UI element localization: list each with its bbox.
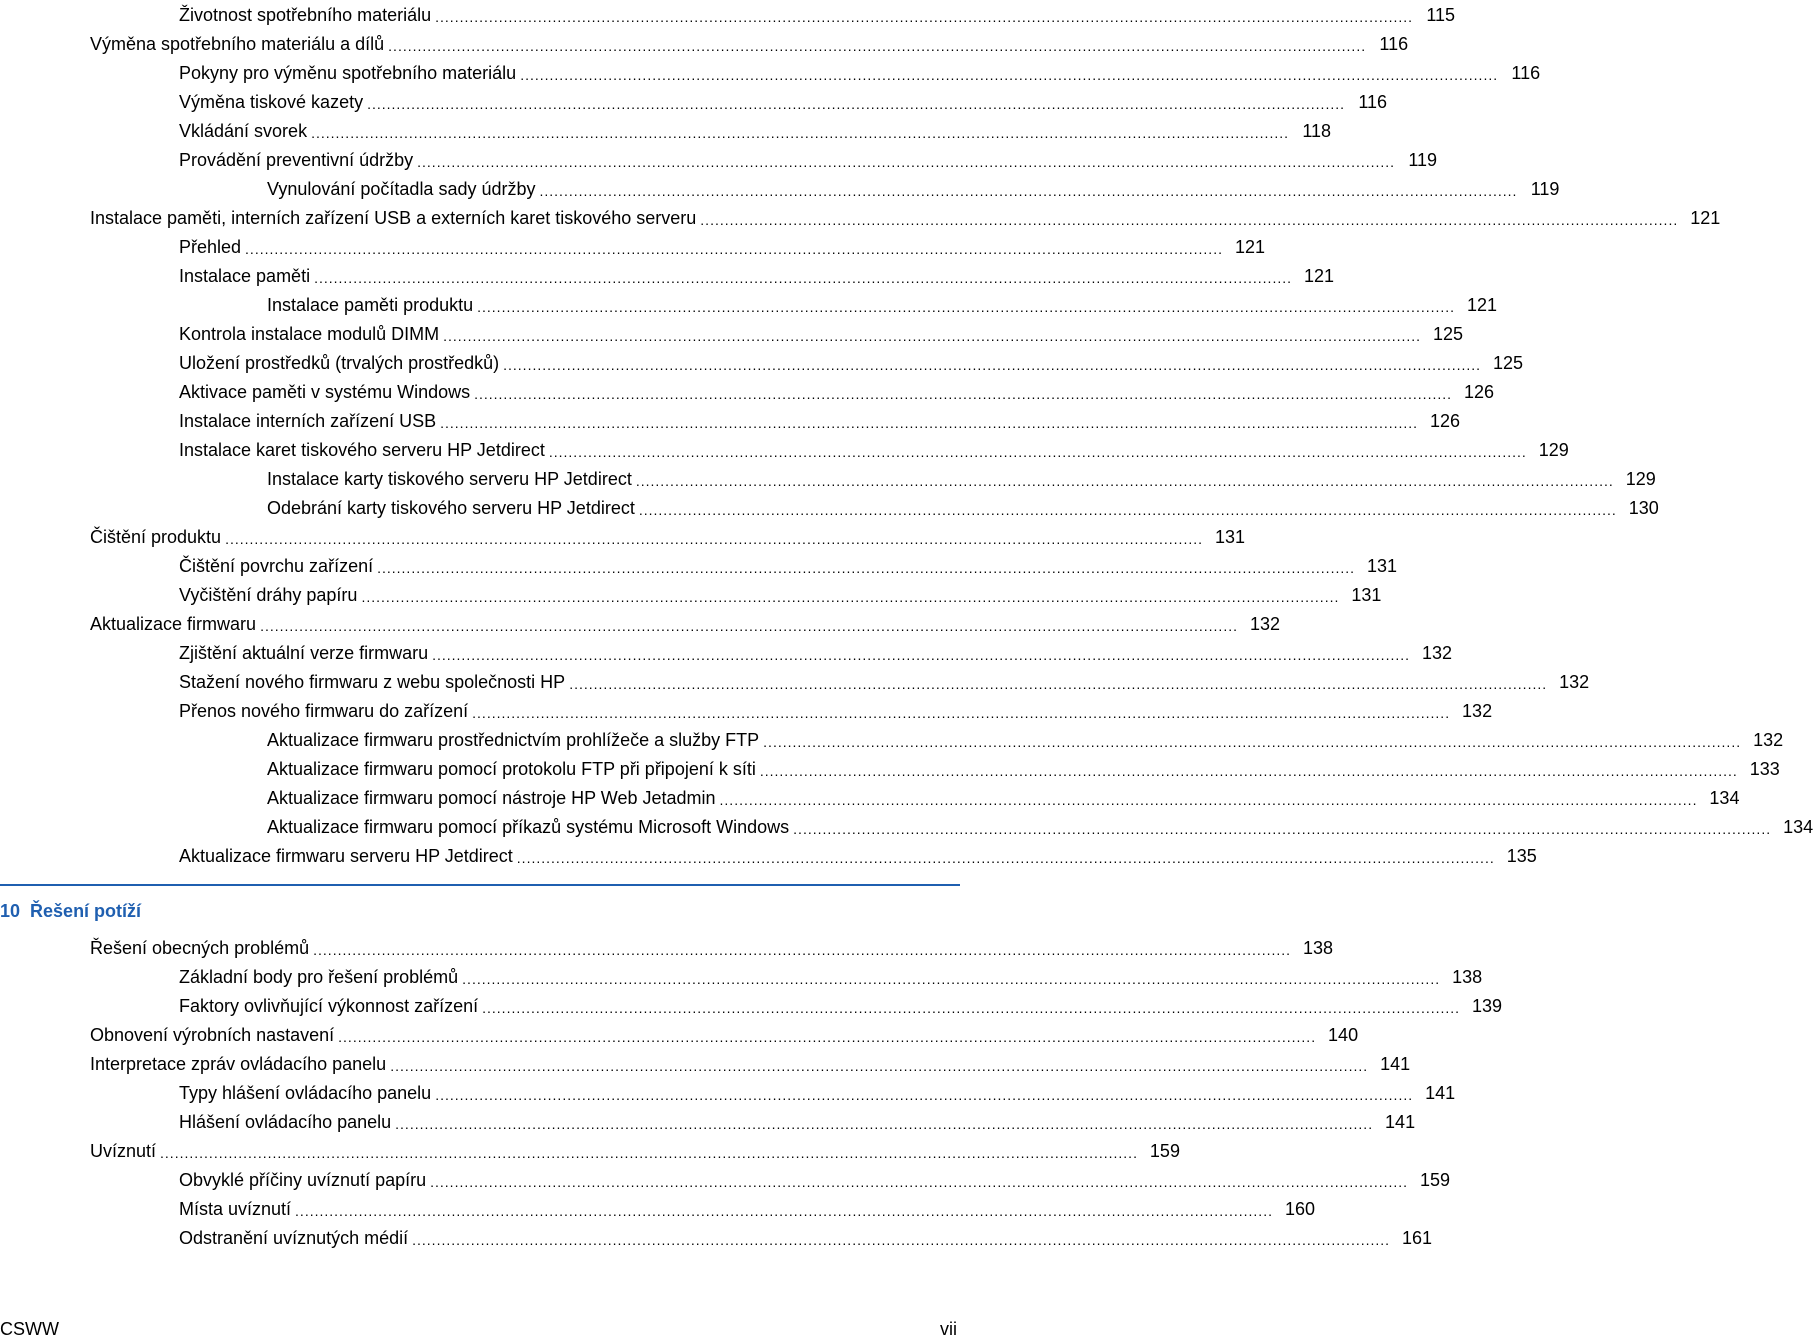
toc-entry-page: 126 — [1430, 411, 1461, 431]
toc-entry[interactable] — [0, 991, 1503, 1020]
dot-leader: ........................................................................................................................................................................................................ — [313, 942, 1292, 958]
toc-entry-page: 132 — [1462, 701, 1493, 721]
toc-entry-page: 141 — [1425, 1083, 1456, 1103]
toc-entry[interactable] — [0, 580, 1382, 609]
toc-entry[interactable] — [0, 377, 1495, 406]
toc-entry-title: Instalace interních zařízení USB — [179, 411, 437, 431]
toc-entry-title: Čištění povrchu zařízení — [179, 556, 374, 576]
toc-entry[interactable] — [0, 1194, 1315, 1223]
toc-entry-title: Typy hlášení ovládacího panelu — [179, 1083, 432, 1103]
toc-entry-page: 131 — [1351, 585, 1382, 605]
toc-entry-title: Aktualizace firmwaru pomocí nástroje HP Web Jetadmin — [267, 788, 716, 808]
toc-entry-title: Vynulování počítadla sady údržby — [267, 179, 536, 199]
toc-entry[interactable] — [0, 0, 1456, 29]
toc-entry[interactable] — [0, 493, 1659, 522]
toc-entry-title: Aktualizace firmwaru — [90, 614, 257, 634]
toc-entry-page: 119 — [1530, 179, 1560, 199]
toc-entry-page: 132 — [1421, 643, 1453, 663]
dot-leader: ........................................................................................................................................................................................................ — [388, 38, 1367, 54]
toc-entry-page: 121 — [1303, 266, 1335, 286]
dot-leader: ........................................................................................................................................................................................................ — [472, 705, 1451, 721]
toc-entry-page: 159 — [1420, 1170, 1451, 1190]
dot-leader: ........................................................................................................................................................................................................ — [160, 1145, 1138, 1161]
dot-leader: ........................................................................................................................................................................................................ — [314, 270, 1293, 286]
toc-entry-page: 129 — [1625, 469, 1656, 489]
toc-entry-title: Obnovení výrobních nastavení — [90, 1025, 335, 1045]
toc-entry[interactable] — [0, 1223, 1433, 1252]
toc-entry-page: 140 — [1328, 1025, 1359, 1045]
toc-entry[interactable] — [0, 232, 1265, 261]
dot-leader: ........................................................................................................................................................................................................ — [435, 1087, 1414, 1103]
toc-entry[interactable] — [0, 933, 1334, 962]
toc-entry-title: Instalace paměti — [179, 266, 311, 286]
dot-leader: ........................................................................................................................................................................................................ — [474, 386, 1453, 402]
dot-leader: ........................................................................................................................................................................................................ — [548, 444, 1527, 460]
toc-entry-title: Interpretace zpráv ovládacího panelu — [90, 1054, 387, 1074]
chapter-title: Řešení potíží — [30, 901, 142, 921]
toc-entry-title: Základní body pro řešení problémů — [179, 967, 459, 987]
dot-leader: ........................................................................................................................................................................................................ — [361, 589, 1340, 605]
dot-leader: ........................................................................................................................................................................................................ — [443, 328, 1422, 344]
dot-leader: ........................................................................................................................................................................................................ — [700, 212, 1679, 228]
toc-entry-title: Místa uvíznutí — [179, 1199, 292, 1219]
toc-entry-page: 139 — [1472, 996, 1503, 1016]
toc-section-2 — [0, 933, 1503, 1252]
toc-entry-title: Uložení prostředků (trvalých prostředků) — [179, 353, 500, 373]
toc-entry-title: Instalace karet tiskového serveru HP Jetdirect — [179, 440, 545, 460]
toc-entry[interactable] — [0, 551, 1398, 580]
dot-leader: ........................................................................................................................................................................................................ — [390, 1058, 1369, 1074]
toc-entry[interactable] — [0, 203, 1721, 232]
dot-leader: ........................................................................................................................................................................................................ — [759, 763, 1738, 779]
toc-entry-title: Vyčištění dráhy papíru — [179, 585, 358, 605]
dot-leader: ........................................................................................................................................................................................................ — [516, 850, 1495, 866]
dot-leader: ........................................................................................................................................................................................................ — [245, 241, 1223, 257]
toc-entry-page: 133 — [1749, 759, 1780, 779]
toc-entry[interactable] — [0, 116, 1332, 145]
toc-entry-title: Aktualizace firmwaru serveru HP Jetdirect — [179, 846, 513, 866]
toc-entry-page: 134 — [1783, 817, 1813, 837]
toc-entry-title: Instalace karty tiskového serveru HP Jetdirect — [267, 469, 632, 489]
dot-leader: ........................................................................................................................................................................................................ — [635, 473, 1614, 489]
toc-entry-page: 121 — [1467, 295, 1498, 315]
toc-entry-page: 160 — [1284, 1199, 1315, 1219]
toc-entry-page: 121 — [1234, 237, 1265, 257]
chapter-divider — [0, 884, 960, 886]
toc-entry-title: Instalace paměti produktu — [267, 295, 474, 315]
toc-entry[interactable] — [0, 1136, 1180, 1165]
dot-leader: ........................................................................................................................................................................................................ — [569, 676, 1548, 692]
toc-entry-title: Aktualizace firmwaru pomocí příkazů systému Microsoft Windows — [267, 817, 790, 837]
toc-entry[interactable] — [0, 1049, 1411, 1078]
dot-leader: ........................................................................................................................................................................................................ — [225, 531, 1204, 547]
toc-entry-title: Pokyny pro výměnu spotřebního materiálu — [179, 63, 517, 83]
toc-entry-page: 159 — [1149, 1141, 1180, 1161]
toc-entry-page: 116 — [1379, 34, 1409, 54]
toc-entry[interactable] — [0, 609, 1280, 638]
toc-entry[interactable] — [0, 29, 1409, 58]
toc-entry-title: Přenos nového firmwaru do zařízení — [179, 701, 469, 721]
dot-leader: ........................................................................................................................................................................................................ — [503, 357, 1482, 373]
toc-entry-page: 116 — [1511, 63, 1541, 83]
toc-entry[interactable] — [0, 1107, 1416, 1136]
dot-leader: ........................................................................................................................................................................................................ — [338, 1029, 1317, 1045]
toc-entry-page: 130 — [1628, 498, 1659, 518]
toc-entry[interactable] — [0, 290, 1498, 319]
toc-entry-title: Životnost spotřebního materiálu — [179, 5, 432, 25]
toc-entry-title: Odstranění uvíznutých médií — [179, 1228, 409, 1248]
dot-leader: ........................................................................................................................................................................................................ — [412, 1232, 1391, 1248]
toc-entry-page: 118 — [1302, 121, 1332, 141]
dot-leader: ........................................................................................................................................................................................................ — [719, 792, 1698, 808]
chapter-heading[interactable] — [0, 901, 141, 922]
toc-entry-page: 126 — [1463, 382, 1495, 402]
toc-entry-page: 134 — [1709, 788, 1740, 808]
toc-entry-page: 161 — [1402, 1228, 1433, 1248]
toc-entry-title: Kontrola instalace modulů DIMM — [179, 324, 440, 344]
toc-entry[interactable] — [0, 1020, 1359, 1049]
dot-leader: ........................................................................................................................................................................................................ — [440, 415, 1419, 431]
chapter-number: 10 — [0, 901, 21, 921]
toc-entry[interactable] — [0, 638, 1453, 667]
dot-leader: ........................................................................................................................................................................................................ — [638, 502, 1617, 518]
toc-entry[interactable] — [0, 754, 1780, 783]
dot-leader: ........................................................................................................................................................................................................ — [520, 67, 1499, 83]
toc-entry-page: 119 — [1408, 150, 1438, 170]
toc-entry-title: Aktivace paměti v systému Windows — [179, 382, 471, 402]
toc-entry[interactable] — [0, 522, 1246, 551]
dot-leader: ........................................................................................................................................................................................................ — [793, 821, 1772, 837]
footer-page-number: vii — [940, 1319, 957, 1339]
toc-entry[interactable] — [0, 406, 1461, 435]
toc-entry-page: 138 — [1303, 938, 1334, 958]
toc-entry-page: 115 — [1426, 5, 1456, 25]
toc-entry-title: Provádění preventivní údržby — [179, 150, 414, 170]
toc-entry[interactable] — [0, 725, 1784, 754]
dot-leader: ........................................................................................................................................................................................................ — [539, 183, 1518, 199]
footer-publisher: CSWW — [0, 1319, 59, 1339]
toc-entry-title: Aktualizace firmwaru prostřednictvím prohlížeče a služby FTP — [267, 730, 760, 750]
dot-leader: ........................................................................................................................................................................................................ — [763, 734, 1742, 750]
toc-entry-title: Výměna spotřebního materiálu a dílů — [90, 34, 385, 54]
toc-entry[interactable] — [0, 1165, 1451, 1194]
toc-entry-title: Čištění produktu — [90, 527, 222, 547]
toc-entry[interactable] — [0, 464, 1656, 493]
dot-leader: ........................................................................................................................................................................................................ — [435, 9, 1414, 25]
toc-entry-page: 129 — [1538, 440, 1569, 460]
toc-entry[interactable] — [0, 174, 1560, 203]
toc-entry[interactable] — [0, 435, 1569, 464]
toc-entry-page: 116 — [1358, 92, 1388, 112]
toc-entry-page: 131 — [1366, 556, 1398, 576]
toc-entry[interactable] — [0, 841, 1537, 870]
dot-leader: ........................................................................................................................................................................................................ — [295, 1203, 1273, 1219]
toc-entry-title: Přehled — [179, 237, 242, 257]
toc-entry-page: 132 — [1249, 614, 1280, 634]
toc-entry[interactable] — [0, 783, 1740, 812]
toc-entry-title: Řešení obecných problémů — [90, 938, 310, 958]
dot-leader: ........................................................................................................................................................................................................ — [432, 647, 1411, 663]
toc-entry-title: Uvíznutí — [90, 1141, 157, 1161]
toc-entry-page: 141 — [1380, 1054, 1411, 1074]
toc-entry-page: 132 — [1559, 672, 1590, 692]
dot-leader: ........................................................................................................................................................................................................ — [462, 971, 1441, 987]
toc-entry[interactable] — [0, 696, 1493, 725]
dot-leader: ........................................................................................................................................................................................................ — [311, 125, 1290, 141]
dot-leader: ........................................................................................................................................................................................................ — [377, 560, 1356, 576]
toc-entry[interactable] — [0, 87, 1388, 116]
toc-entry-title: Zjištění aktuální verze firmwaru — [179, 643, 429, 663]
toc-entry[interactable] — [0, 348, 1524, 377]
toc-entry-page: 132 — [1753, 730, 1784, 750]
toc-entry-title: Faktory ovlivňující výkonnost zařízení — [179, 996, 479, 1016]
toc-entry[interactable] — [0, 962, 1483, 991]
toc-entry-page: 125 — [1493, 353, 1524, 373]
toc-entry-title: Stažení nového firmwaru z webu společnosti HP — [179, 672, 566, 692]
toc-entry[interactable] — [0, 812, 1813, 841]
toc-entry-title: Vkládání svorek — [179, 121, 308, 141]
toc-entry-title: Obvyklé příčiny uvíznutí papíru — [179, 1170, 427, 1190]
dot-leader: ........................................................................................................................................................................................................ — [395, 1116, 1374, 1132]
toc-entry-title: Hlášení ovládacího panelu — [179, 1112, 392, 1132]
dot-leader: ........................................................................................................................................................................................................ — [367, 96, 1346, 112]
dot-leader: ........................................................................................................................................................................................................ — [260, 618, 1238, 634]
dot-leader: ........................................................................................................................................................................................................ — [482, 1000, 1461, 1016]
toc-entry-page: 125 — [1433, 324, 1464, 344]
dot-leader: ........................................................................................................................................................................................................ — [417, 154, 1396, 170]
toc-entry[interactable] — [0, 261, 1335, 290]
toc-entry-page: 135 — [1506, 846, 1537, 866]
toc-entry-title: Výměna tiskové kazety — [179, 92, 364, 112]
toc-entry[interactable] — [0, 1078, 1456, 1107]
toc-entry[interactable] — [0, 58, 1541, 87]
toc-entry-title: Odebrání karty tiskového serveru HP Jetdirect — [267, 498, 635, 518]
toc-entry[interactable] — [0, 319, 1464, 348]
dot-leader: ........................................................................................................................................................................................................ — [477, 299, 1456, 315]
toc-entry-page: 138 — [1452, 967, 1483, 987]
toc-entry[interactable] — [0, 667, 1590, 696]
toc-entry[interactable] — [0, 145, 1438, 174]
toc-entry-page: 141 — [1385, 1112, 1416, 1132]
toc-entry-title: Aktualizace firmwaru pomocí protokolu FTP při připojení k síti — [267, 759, 756, 779]
toc-entry-page: 121 — [1690, 208, 1721, 228]
toc-entry-title: Instalace paměti, interních zařízení USB a externích karet tiskového serveru — [90, 208, 697, 228]
dot-leader: ........................................................................................................................................................................................................ — [430, 1174, 1409, 1190]
toc-entry-page: 131 — [1214, 527, 1246, 547]
